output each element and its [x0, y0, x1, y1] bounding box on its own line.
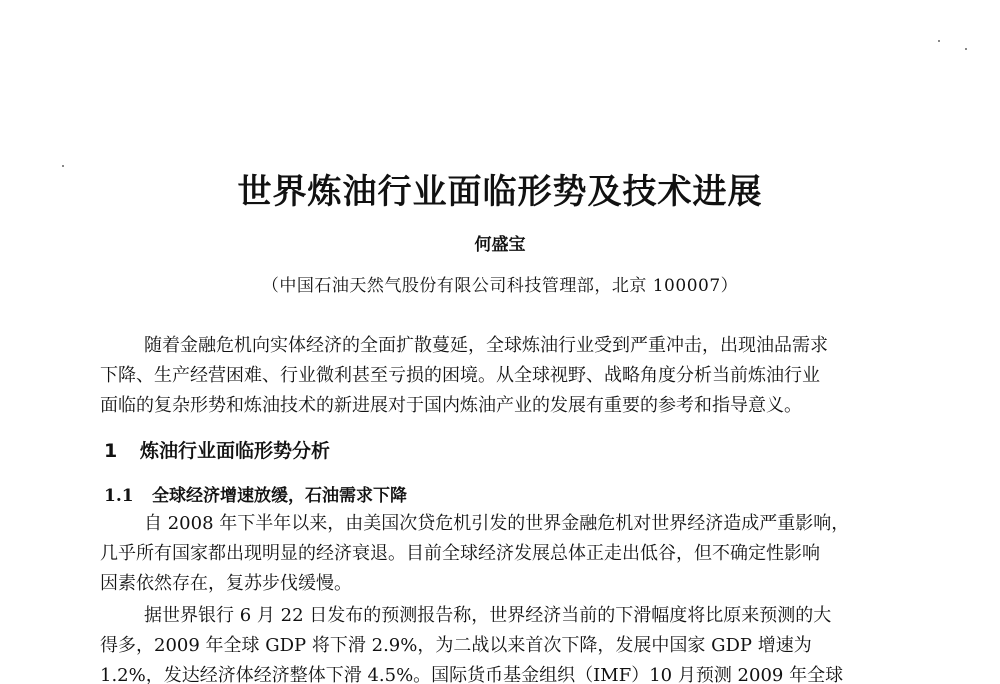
scan-speck — [938, 40, 940, 42]
intro-paragraph — [100, 331, 912, 421]
subsection-number: 1.1 — [104, 486, 134, 506]
author-affiliation: （中国石油天然气股份有限公司科技管理部，北京 100007） — [261, 276, 739, 296]
scan-speck — [62, 165, 64, 167]
subsection-heading-1-1 — [104, 483, 407, 509]
paragraph-line: 据世界银行 6 月 22 日发布的预测报告称，世界经济当前的下滑幅度将比原来预测的大 — [144, 605, 832, 626]
body-paragraph-2 — [100, 601, 912, 684]
section-heading-1 — [104, 437, 330, 465]
section-title: 炼油行业面临形势分析 — [140, 440, 331, 462]
section-number: 1 — [104, 440, 118, 462]
author-name: 何盛宝 — [474, 235, 526, 255]
paragraph-line: 因素依然存在，复苏步伐缓慢。 — [100, 573, 352, 594]
paragraph-line: 面临的复杂形势和炼油技术的新进展对于国内炼油产业的发展有重要的参考和指导意义。 — [100, 395, 802, 416]
paragraph-line: 下降、生产经营困难、行业微利甚至亏损的困境。从全球视野、战略角度分析当前炼油行业 — [100, 365, 820, 386]
body-paragraph-1 — [100, 509, 912, 599]
scan-speck — [965, 48, 967, 50]
paragraph-line: 几乎所有国家都出现明显的经济衰退。目前全球经济发展总体正走出低谷，但不确定性影响 — [100, 543, 820, 564]
subsection-title: 全球经济增速放缓，石油需求下降 — [152, 486, 407, 506]
paragraph-line: 自 2008 年下半年以来，由美国次贷危机引发的世界金融危机对世界经济造成严重影响， — [144, 513, 850, 534]
paragraph-line: 得多，2009 年全球 GDP 将下滑 2.9%，为二战以来首次下降，发展中国家 GDP 增速为 — [100, 635, 812, 656]
paragraph-line: 随着金融危机向实体经济的全面扩散蔓延，全球炼油行业受到严重冲击，出现油品需求 — [144, 335, 828, 356]
paragraph-line: 1.2%，发达经济体经济整体下滑 4.5%。国际货币基金组织（IMF）10 月预测 2009 年全球 — [100, 665, 844, 684]
paper-title: 世界炼油行业面临形势及技术进展 — [237, 172, 763, 212]
